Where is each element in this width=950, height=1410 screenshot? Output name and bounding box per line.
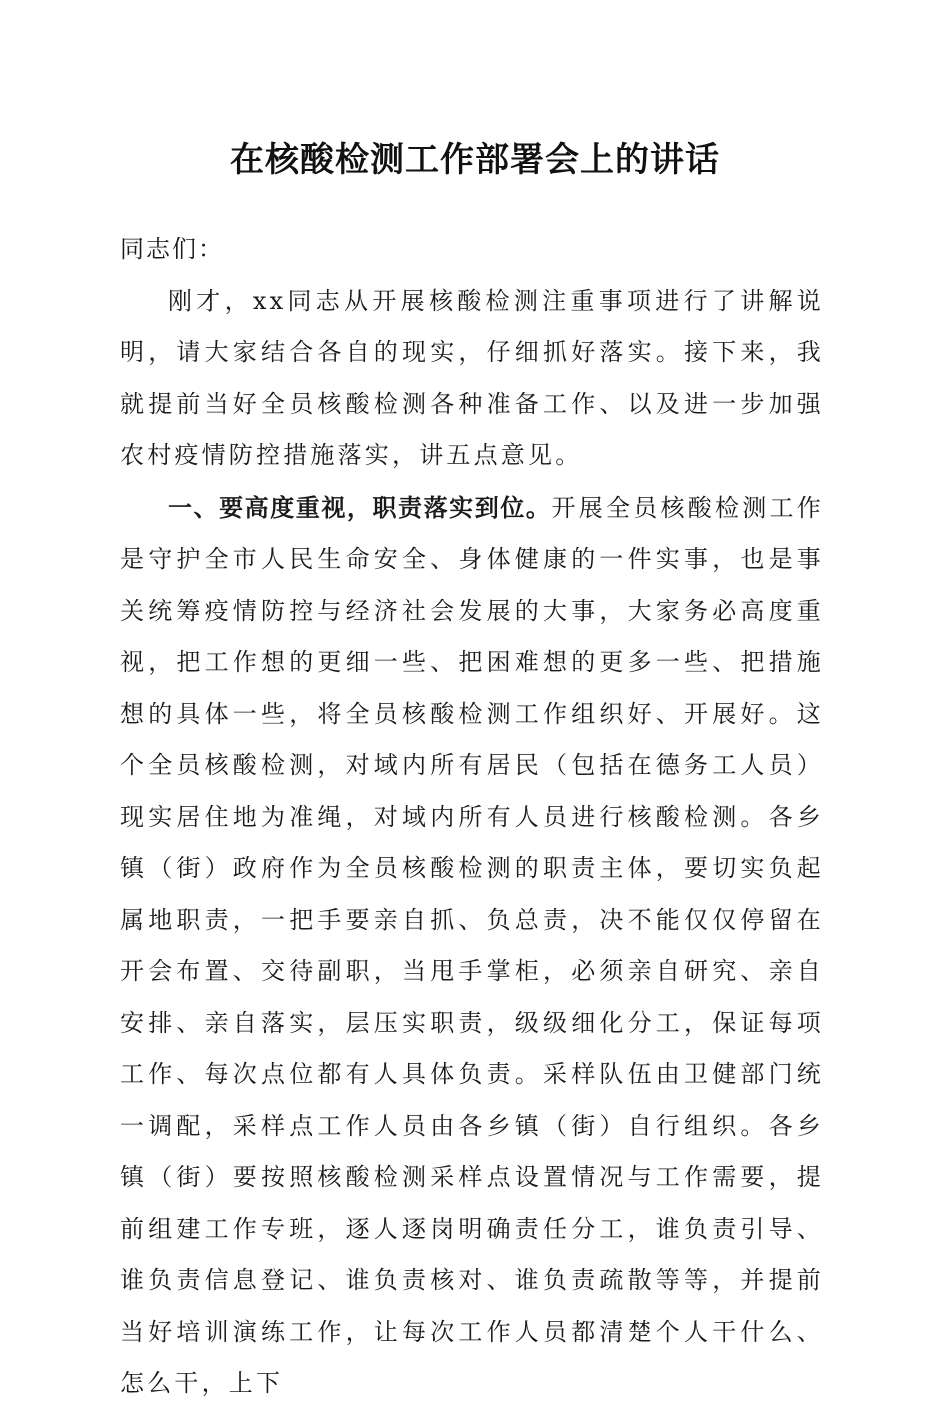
section-one-text: 开展全员核酸检测工作是守护全市人民生命安全、身体健康的一件实事，也是事关统筹疫情防控与经济社会发展的大事，大家务必高度重视，把工作想的更细一些、把困难想的更多一些、把措施想的具体一些，将全员核酸检测工作组织好、开展好。这个全员核酸检测，对域内所有居民（包括在德务工人员）现实居住地为准绳，对域内所有人员进行核酸检测。各乡镇（街）政府作为全员核酸检测的职责主体，要切实负起属地职责，一把手要亲自抓、负总责，决不能仅仅停留在开会布置、交待副职，当甩手掌柜，必须亲自研究、亲自安排、亲自落实，层压实职责，级级细化分工，保证每项工作、每次点位都有人具体负责。采样队伍由卫健部门统一调配，采样点工作人员由各乡镇（街）自行组织。各乡镇（街）要按照核酸检测采样点设置情况与工作需要，提前组建工作专班，逐人逐岗明确责任分工，谁负责引导、谁负责信息登记、谁负责核对、谁负责疏散等等，并提前当好培训演练工作，让每次工作人员都清楚个人干什么、怎么干，上下: [120, 493, 824, 1397]
document-body: [120, 224, 824, 1410]
salutation: 同志们：: [120, 235, 224, 263]
paragraph-section-one: [120, 482, 824, 1410]
section-one-heading: 一、要高度重视，职责落实到位。: [168, 492, 552, 522]
document-title: 在核酸检测工作部署会上的讲话: [230, 140, 720, 180]
paragraph-intro-text: 刚才，xx同志从开展核酸检测注重事项进行了讲解说明，请大家结合各自的现实，仔细抓好落实。接下来，我就提前当好全员核酸检测各种准备工作、以及进一步加强农村疫情防控措施落实，讲五点意见。: [120, 286, 824, 469]
paragraph-intro: [120, 276, 824, 482]
